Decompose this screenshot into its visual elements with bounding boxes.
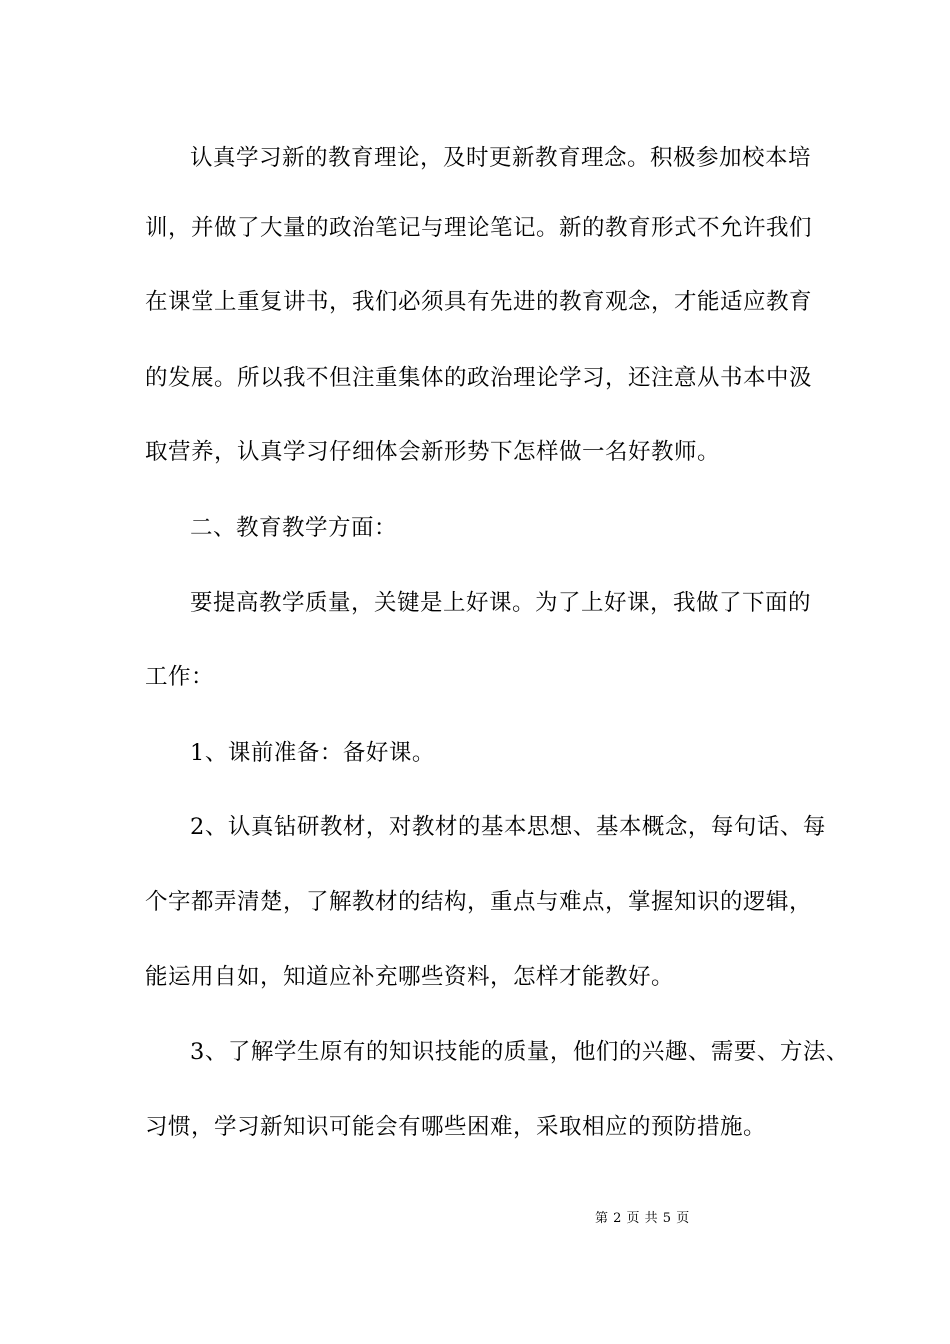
paragraph-line: 认真学习新的教育理论，及时更新教育理念。积极参加校本培 [190,145,812,171]
paragraph-line: 能运用自如，知道应补充哪些资料，怎样才能教好。 [145,964,675,990]
list-item: 1、课前准备：备好课。 [190,740,435,766]
list-item: 2、认真钻研教材，对教材的基本思想、基本概念，每句话、每 [190,814,826,840]
paragraph-line: 训，并做了大量的政治笔记与理论笔记。新的教育形式不允许我们 [145,215,813,241]
paragraph-line: 的发展。所以我不但注重集体的政治理论学习，还注意从书本中汲 [145,365,813,391]
section-heading: 二、教育教学方面： [190,515,398,541]
list-item: 3、了解学生原有的知识技能的质量，他们的兴趣、需要、方法、 [190,1039,849,1065]
paragraph-line: 要提高教学质量，关键是上好课。为了上好课，我做了下面的 [190,590,812,616]
paragraph-line: 在课堂上重复讲书，我们必须具有先进的教育观念，才能适应教育 [145,289,813,315]
paragraph-line: 个字都弄清楚，了解教材的结构，重点与难点，掌握知识的逻辑， [145,889,813,915]
paragraph-line: 取营养，认真学习仔细体会新形势下怎样做一名好教师。 [145,439,721,465]
paragraph-line: 工作： [145,664,215,690]
paragraph-line: 习惯，学习新知识可能会有哪些困难，采取相应的预防措施。 [145,1114,767,1140]
page-number-footer: 第 2 页 共 5 页 [595,1211,690,1226]
